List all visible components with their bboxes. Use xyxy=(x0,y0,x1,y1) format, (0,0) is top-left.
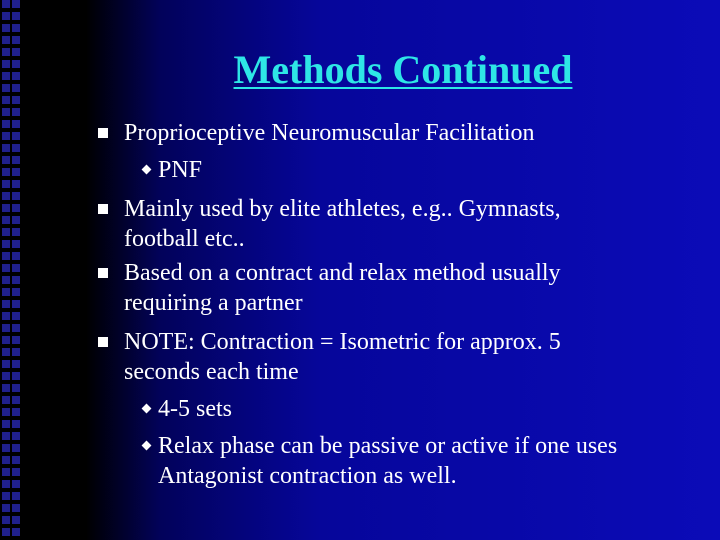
bullet-2-line-2: football etc.. xyxy=(124,226,245,252)
square-bullet-icon xyxy=(98,337,108,347)
bullet-3-line-2: requiring a partner xyxy=(124,290,303,316)
bullet-1-sub-1-line-1: PNF xyxy=(158,157,203,183)
strip-column xyxy=(2,0,10,540)
diamond-bullet-icon xyxy=(142,441,152,451)
square-bullet-icon xyxy=(98,204,108,214)
bullet-4-sub-2-line-1: Relax phase can be passive or active if one uses xyxy=(158,433,618,459)
bullet-3-line-1: Based on a contract and relax method usually xyxy=(124,260,561,286)
bullet-4-sub-1-line-1: 4-5 sets xyxy=(158,396,232,422)
square-bullet-icon xyxy=(98,268,108,278)
bullet-1-line-1: Proprioceptive Neuromuscular Facilitation xyxy=(124,120,535,146)
diamond-bullet-icon xyxy=(142,404,152,414)
bullet-4-sub-2-line-2: Antagonist contraction as well. xyxy=(158,463,457,489)
square-bullet-icon xyxy=(98,128,108,138)
bullet-2-line-1: Mainly used by elite athletes, e.g.. Gymnasts, xyxy=(124,196,561,222)
strip-column xyxy=(12,0,20,540)
diamond-bullet-icon xyxy=(142,165,152,175)
decorative-left-strip xyxy=(0,0,22,540)
bullet-4-line-2: seconds each time xyxy=(124,359,299,385)
bullet-4-line-1: NOTE: Contraction = Isometric for approx. 5 xyxy=(124,329,561,355)
slide-title: Methods Continued xyxy=(233,47,573,92)
